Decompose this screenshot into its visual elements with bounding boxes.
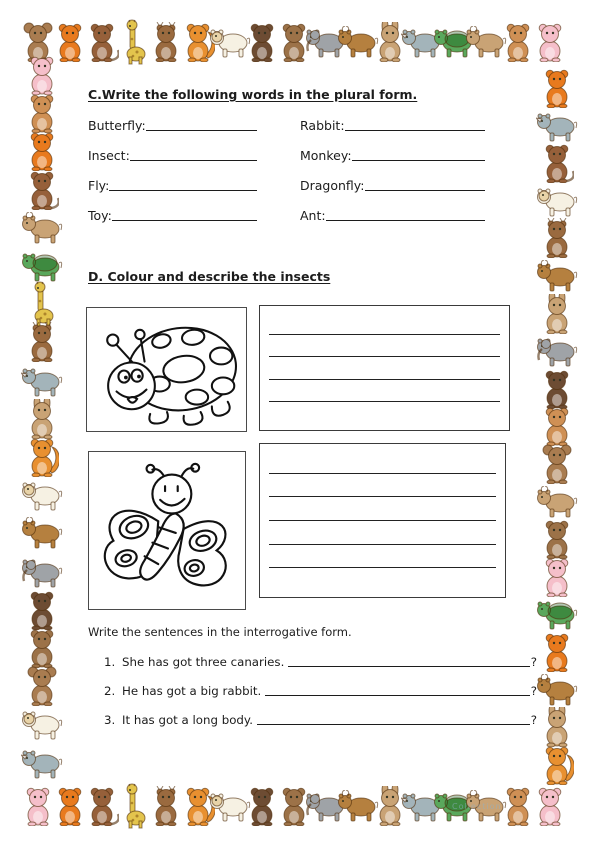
- border-animal-kangaroo: [25, 170, 59, 214]
- word-label-monkey: Monkey:: [300, 148, 352, 164]
- answer-blank: [288, 665, 529, 667]
- border-animal-monkey: [245, 786, 279, 830]
- description-lines-box-1: [259, 305, 510, 431]
- sentence-text: She has got three canaries.: [122, 655, 285, 670]
- answer-blank: [265, 694, 529, 696]
- word-label-ant: Ant:: [300, 208, 326, 224]
- sentence-text: He has got a big rabbit.: [122, 684, 262, 699]
- word-label-dragonfly: Dragonfly:: [300, 178, 365, 194]
- border-animal-pig: [540, 557, 574, 601]
- answer-blank: [130, 159, 257, 161]
- section-c-heading: C.Write the following words in the plural form.: [88, 87, 418, 102]
- answer-line: [269, 379, 500, 380]
- border-animal-rhino: [21, 747, 63, 783]
- answer-line: [269, 520, 496, 521]
- border-animal-elephant: [536, 335, 578, 371]
- word-label-butterfly: Butterfly:: [88, 118, 146, 134]
- border-animal-rhino: [536, 110, 578, 146]
- border-animal-hamster: [501, 786, 535, 830]
- section-d-heading: D. Colour and describe the insects: [88, 269, 331, 284]
- border-animal-giraffe: [121, 19, 147, 69]
- section-e-intro: Write the sentences in the interrogative form.: [88, 625, 352, 639]
- butterfly-drawing-icon: [94, 457, 240, 605]
- border-animal-fox: [53, 786, 87, 830]
- border-animal-goat: [536, 486, 578, 522]
- border-animal-squirrel: [540, 745, 574, 789]
- word-row: [88, 193, 485, 223]
- answer-blank: [257, 723, 530, 725]
- border-animal-goat: [21, 212, 63, 248]
- plural-word-grid: [88, 103, 485, 223]
- answer-blank: [326, 219, 485, 221]
- border-animal-kangaroo: [85, 22, 119, 66]
- answer-line: [269, 334, 500, 335]
- butterfly-image-box: [88, 451, 246, 610]
- interrogative-sentences: [104, 640, 537, 727]
- answer-line: [269, 356, 500, 357]
- answer-line: [269, 544, 496, 545]
- answer-blank: [345, 129, 485, 131]
- answer-line: [269, 567, 496, 568]
- border-animal-fox: [540, 68, 574, 112]
- question-mark: ?: [530, 684, 537, 699]
- border-animal-deer: [25, 322, 59, 366]
- border-animal-pig: [533, 786, 567, 830]
- border-animal-rabbit: [540, 294, 574, 338]
- answer-line: [269, 473, 496, 474]
- border-animal-kangaroo: [85, 786, 119, 830]
- answer-line: [269, 401, 500, 402]
- sentence-row: [104, 698, 537, 727]
- sentence-number: 3.: [104, 713, 116, 728]
- answer-blank: [109, 189, 257, 191]
- border-animal-cow: [536, 674, 578, 710]
- sentence-row: [104, 669, 537, 698]
- question-mark: ?: [530, 713, 537, 728]
- sentence-number: 1.: [104, 655, 116, 670]
- border-animal-pig: [21, 786, 55, 830]
- border-animal-deer: [540, 218, 574, 262]
- border-animal-koala: [540, 444, 574, 488]
- question-mark: ?: [530, 655, 537, 670]
- border-animal-sheep: [21, 708, 63, 744]
- border-animal-deer: [149, 22, 183, 66]
- border-animal-cow: [536, 260, 578, 296]
- border-animal-rhino: [21, 365, 63, 401]
- word-row: [88, 133, 485, 163]
- border-animal-turtle: [536, 598, 578, 634]
- border-animal-deer: [149, 786, 183, 830]
- answer-blank: [112, 219, 257, 221]
- ladybug-image-box: [86, 307, 247, 432]
- word-label-rabbit: Rabbit:: [300, 118, 345, 134]
- border-animal-squirrel: [25, 437, 59, 481]
- border-animal-giraffe: [121, 783, 147, 833]
- border-animal-kangaroo: [540, 143, 574, 187]
- border-animal-monkey: [245, 22, 279, 66]
- border-animal-fox: [540, 632, 574, 676]
- sentence-number: 2.: [104, 684, 116, 699]
- border-animal-koala: [25, 666, 59, 710]
- sentence-row: [104, 640, 537, 669]
- sentence-text: It has got a long body.: [122, 713, 253, 728]
- border-animal-sheep: [21, 479, 63, 515]
- word-label-toy: Toy:: [88, 208, 112, 224]
- answer-blank: [146, 129, 257, 131]
- border-animal-cow: [21, 517, 63, 553]
- border-animal-elephant: [21, 556, 63, 592]
- border-animal-sheep: [536, 185, 578, 221]
- word-label-fly: Fly:: [88, 178, 110, 194]
- border-animal-hamster: [501, 22, 535, 66]
- description-lines-box-2: [259, 443, 506, 598]
- answer-line: [269, 496, 496, 497]
- word-label-insect: Insect:: [88, 148, 130, 164]
- word-row: [88, 163, 485, 193]
- answer-blank: [352, 159, 485, 161]
- border-animal-pig: [533, 22, 567, 66]
- source-watermark: Collection: [452, 802, 502, 811]
- ladybug-drawing-icon: [92, 313, 242, 427]
- answer-blank: [365, 189, 485, 191]
- word-row: [88, 103, 485, 133]
